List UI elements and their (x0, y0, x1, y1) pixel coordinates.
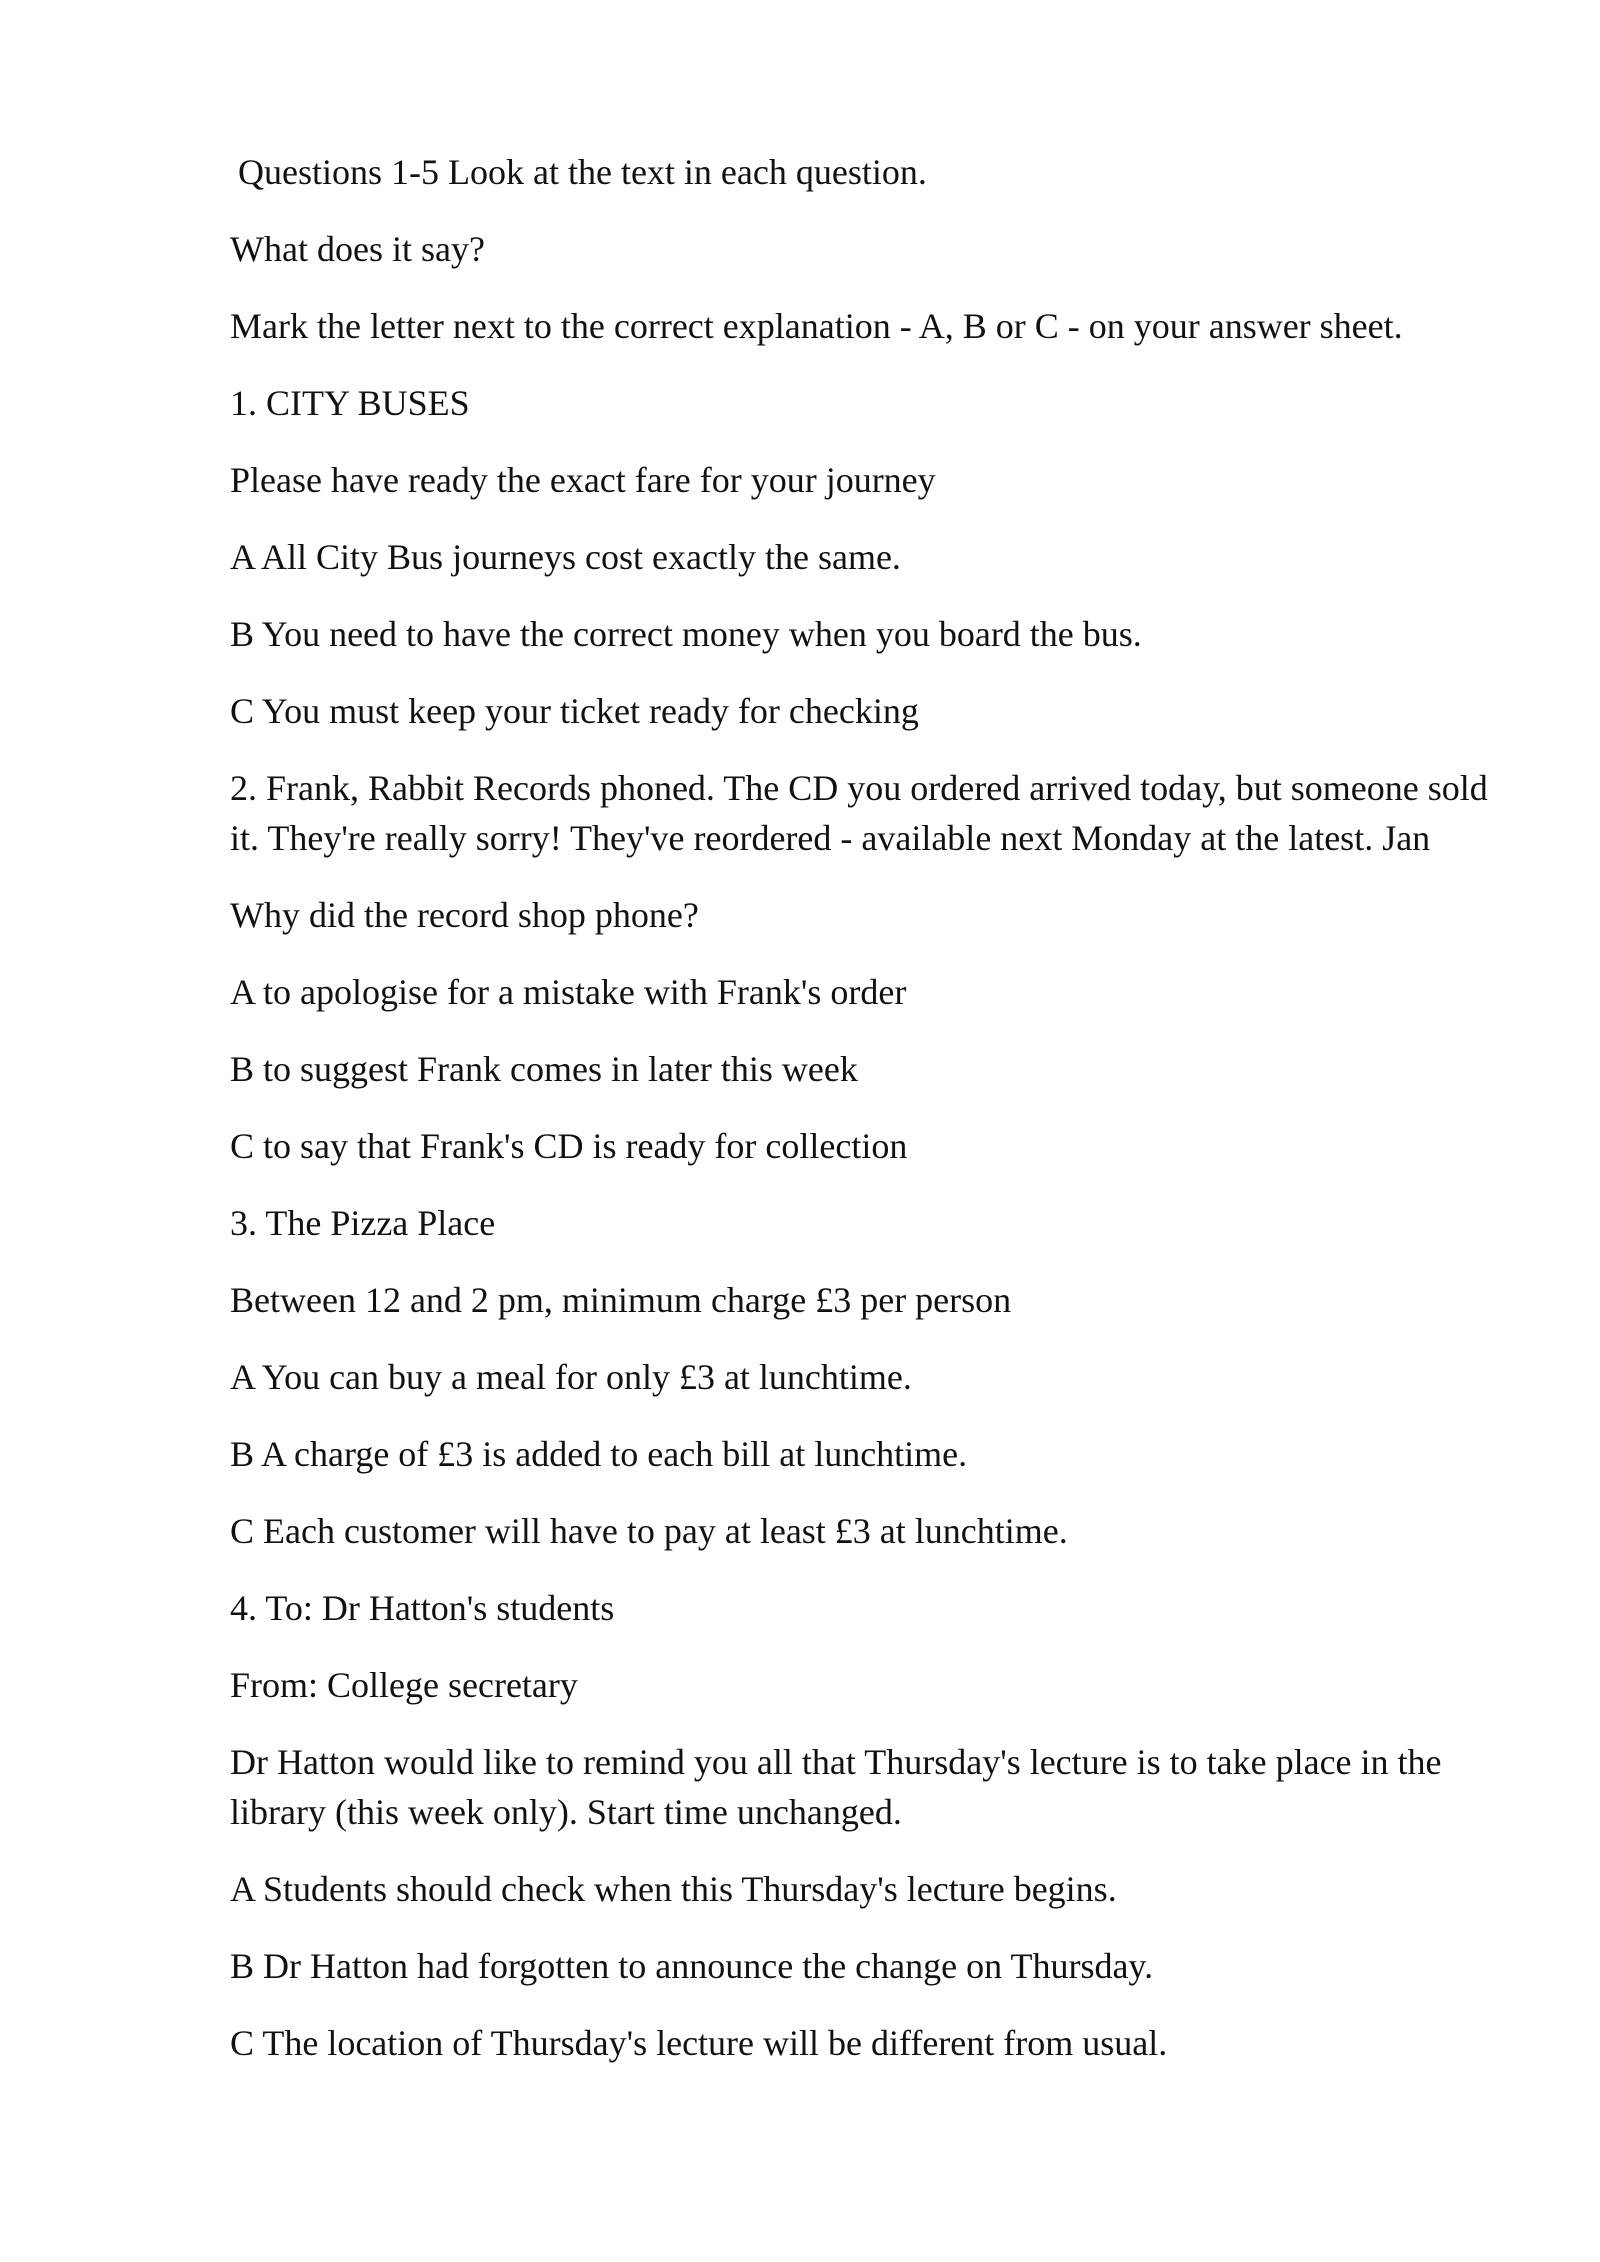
question-4-option-b: B Dr Hatton had forgotten to announce the change on Thursday. (230, 1946, 1154, 1986)
question-2-option-c: C to say that Frank's CD is ready for collection (230, 1126, 908, 1166)
question-3-title: 3. The Pizza Place (230, 1203, 496, 1243)
question-2-option-a: A to apologise for a mistake with Frank's order (230, 972, 907, 1012)
question-4-option-a: A Students should check when this Thursday's lecture begins. (230, 1869, 1117, 1909)
question-3-text: Between 12 and 2 pm, minimum charge £3 per person (230, 1280, 1012, 1320)
question-1-title: 1. CITY BUSES (230, 383, 470, 423)
question-4-title: 4. To: Dr Hatton's students (230, 1588, 615, 1628)
document-body (230, 147, 1500, 2095)
question-1-text: Please have ready the exact fare for your journey (230, 460, 936, 500)
question-2-option-b: B to suggest Frank comes in later this week (230, 1049, 858, 1089)
question-1-option-a: A All City Bus journeys cost exactly the same. (230, 537, 901, 577)
question-4-option-c: C The location of Thursday's lecture will be different from usual. (230, 2023, 1168, 2063)
question-2-question: Why did the record shop phone? (230, 895, 699, 935)
question-3-option-b: B A charge of £3 is added to each bill at lunchtime. (230, 1434, 968, 1474)
question-3-option-c: C Each customer will have to pay at least £3 at lunchtime. (230, 1511, 1068, 1551)
intro-instruction: Mark the letter next to the correct explanation - A, B or C - on your answer sheet. (230, 306, 1403, 346)
intro-prompt: What does it say? (230, 229, 485, 269)
question-1-option-b: B You need to have the correct money when you board the bus. (230, 614, 1142, 654)
intro-heading: Questions 1-5 Look at the text in each question. (238, 152, 927, 192)
question-4-text: Dr Hatton would like to remind you all that Thursday's lecture is to take place in the library (this week only). Start time unchanged. (230, 1742, 1451, 1832)
question-1-option-c: C You must keep your ticket ready for checking (230, 691, 919, 731)
question-3-option-a: A You can buy a meal for only £3 at lunchtime. (230, 1357, 912, 1397)
question-4-from: From: College secretary (230, 1665, 578, 1705)
question-2-title: 2. Frank, Rabbit Records phoned. The CD you ordered arrived today, but someone sold it. They're really sorry! They've reordered - available next Monday at the latest. Jan (230, 768, 1497, 858)
